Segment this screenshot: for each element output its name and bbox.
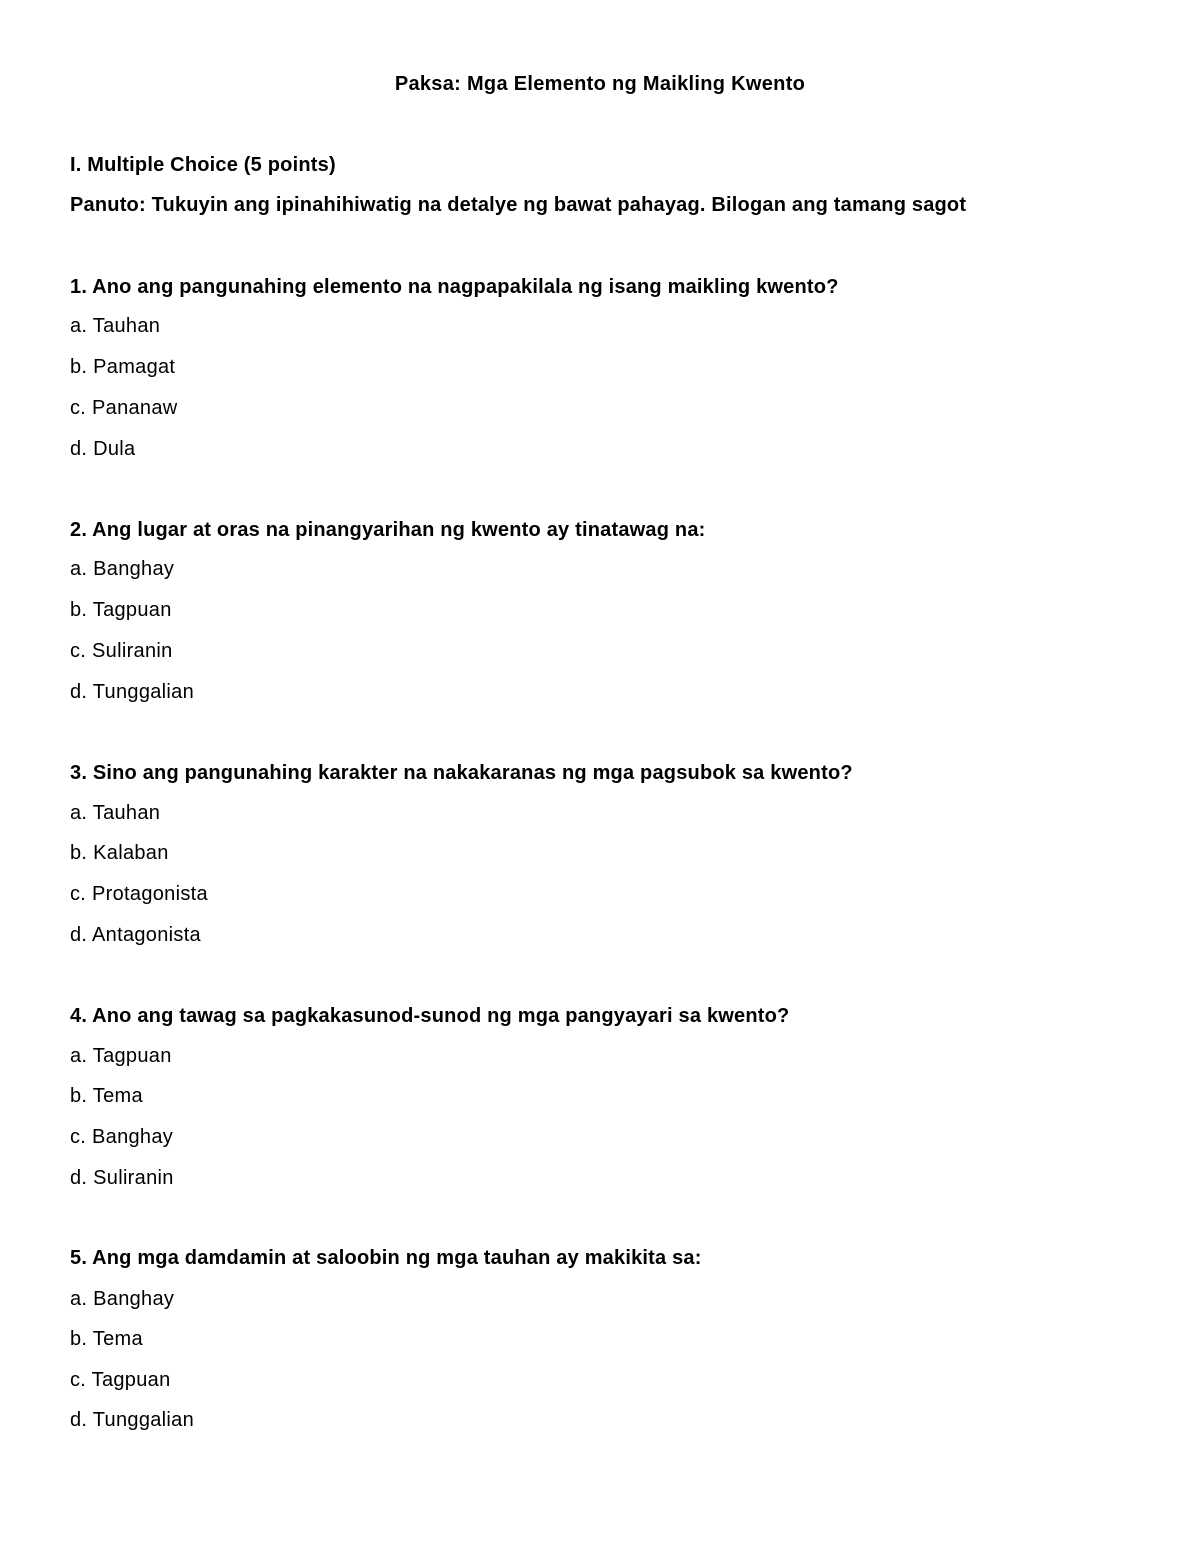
choice-3b: b. Kalaban [70, 842, 169, 864]
choice-2b: b. Tagpuan [70, 599, 172, 621]
choice-2d: d. Tunggalian [70, 681, 194, 703]
question-3: 3. Sino ang pangunahing karakter na nakakaranas ng mga pagsubok sa kwento? [70, 762, 853, 784]
choice-2a: a. Banghay [70, 558, 175, 580]
question-5: 5. Ang mga damdamin at saloobin ng mga tauhan ay makikita sa: [70, 1247, 702, 1269]
instructions: Panuto: Tukuyin ang ipinahihiwatig na detalye ng bawat pahayag. Bilogan ang tamang sagot [70, 194, 967, 216]
question-1: 1. Ano ang pangunahing elemento na nagpapakilala ng isang maikling kwento? [70, 276, 839, 298]
section-heading: I. Multiple Choice (5 points) [70, 154, 336, 176]
question-2: 2. Ang lugar at oras na pinangyarihan ng kwento ay tinatawag na: [70, 519, 706, 541]
question-4: 4. Ano ang tawag sa pagkakasunod-sunod ng mga pangyayari sa kwento? [70, 1005, 790, 1027]
choice-1d: d. Dula [70, 438, 136, 460]
choice-5d: d. Tunggalian [70, 1409, 194, 1431]
choice-5a: a. Banghay [70, 1288, 175, 1310]
choice-5b: b. Tema [70, 1328, 143, 1350]
choice-4d: d. Suliranin [70, 1167, 174, 1189]
choice-5c: c. Tagpuan [70, 1369, 171, 1391]
page-title: Paksa: Mga Elemento ng Maikling Kwento [394, 73, 806, 95]
choice-1a: a. Tauhan [70, 315, 161, 337]
choice-2c: c. Suliranin [70, 640, 173, 662]
choice-3c: c. Protagonista [70, 883, 208, 905]
choice-4a: a. Tagpuan [70, 1045, 172, 1067]
choice-1c: c. Pananaw [70, 397, 178, 419]
choice-3d: d. Antagonista [70, 924, 201, 946]
choice-4c: c. Banghay [70, 1126, 174, 1148]
choice-4b: b. Tema [70, 1085, 143, 1107]
choice-1b: b. Pamagat [70, 356, 176, 378]
choice-3a: a. Tauhan [70, 802, 161, 824]
